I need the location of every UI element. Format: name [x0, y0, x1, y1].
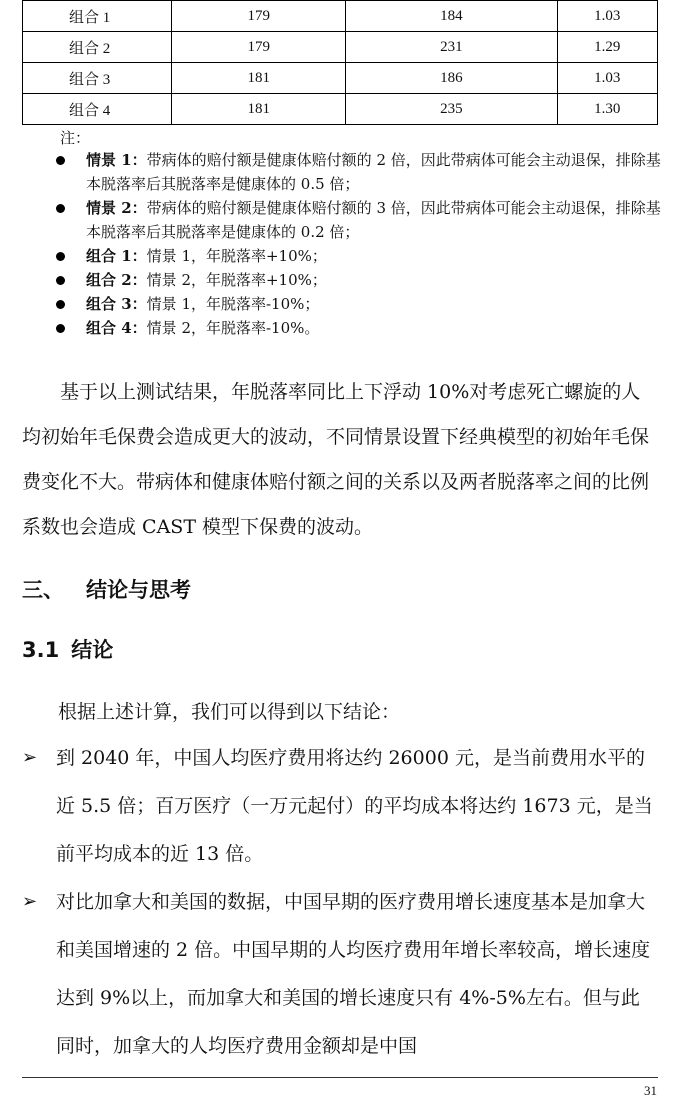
table-row: [23, 32, 658, 63]
notes-title: 注：: [60, 129, 91, 147]
conclusion-text: 对比加拿大和美国的数据，中国早期的医疗费用增长速度基本是加拿大和美国增速的 2 倍。中国早期的人均医疗费用年增长率较高，增长速度达到 9%以上，而加拿大和美国的增长速度只有 4%-5%左右。但与此同时，加拿大的人均医疗费用金额却是中国: [56, 891, 651, 1057]
note-label: 情景 1：: [86, 151, 147, 169]
note-item: [0, 244, 681, 268]
conclusion-item: [22, 878, 658, 1070]
table-cell: 1.03: [557, 63, 657, 94]
table-cell: 179: [172, 1, 346, 32]
notes-list: [0, 148, 681, 340]
subsection-heading: [22, 634, 113, 664]
page-number: 31: [644, 1083, 657, 1098]
subsection-number: 3.1: [22, 638, 60, 662]
table-cell: 181: [172, 94, 346, 125]
arrow-bullet-icon: ➢: [22, 891, 38, 912]
note-item: [0, 268, 681, 292]
table-cell: 组合 1: [23, 1, 172, 32]
note-text: 情景 1，年脱落率-10%；: [146, 295, 320, 313]
table-cell: 1.03: [557, 1, 657, 32]
table-cell: 组合 3: [23, 63, 172, 94]
table-cell: 181: [172, 63, 346, 94]
footer-divider: [22, 1077, 658, 1078]
table-cell: 1.30: [557, 94, 657, 125]
section-heading: [22, 574, 191, 604]
note-item: [0, 292, 681, 316]
note-label: 组合 4：: [86, 319, 147, 337]
table-cell: 1.29: [557, 32, 657, 63]
table-row: [23, 63, 658, 94]
table-cell: 组合 2: [23, 32, 172, 63]
note-item: [0, 316, 681, 340]
table-cell: 组合 4: [23, 94, 172, 125]
subsection-title: 结论: [71, 638, 114, 662]
table-row: [23, 1, 658, 32]
note-item: [0, 196, 681, 244]
note-text: 带病体的赔付额是健康体赔付额的 2 倍，因此带病体可能会主动退保，排除基本脱落率后其脱落率是健康体的 0.5 倍；: [86, 151, 661, 193]
bullet-dot-icon: [56, 204, 65, 213]
bullet-dot-icon: [56, 324, 65, 333]
note-label: 组合 3：: [86, 295, 147, 313]
table-cell: 179: [172, 32, 346, 63]
conclusion-text: 到 2040 年，中国人均医疗费用将达约 26000 元，是当前费用水平的近 5.5 倍；百万医疗（一万元起付）的平均成本将达约 1673 元，是当前平均成本的近 13 倍。: [56, 747, 653, 865]
table-cell: 184: [346, 1, 557, 32]
table-cell: 231: [346, 32, 557, 63]
note-item: [0, 148, 681, 196]
bullet-dot-icon: [56, 156, 65, 165]
arrow-bullet-icon: ➢: [22, 747, 38, 768]
note-label: 组合 1：: [86, 247, 147, 265]
table-row: [23, 94, 658, 125]
note-label: 组合 2：: [86, 271, 147, 289]
conclusion-item: [22, 734, 658, 878]
body-paragraph: 基于以上测试结果，年脱落率同比上下浮动 10%对考虑死亡螺旋的人均初始年毛保费会造成更大的波动，不同情景设置下经典模型的初始年毛保费变化不大。带病体和健康体赔付额之间的关系以及两者脱落率之间的比例系数也会造成 CAST 模型下保费的波动。: [22, 381, 650, 538]
note-text: 情景 1，年脱落率+10%；: [146, 247, 327, 265]
section-number: 三、: [22, 578, 64, 602]
note-text: 情景 2，年脱落率-10%。: [146, 319, 320, 337]
bullet-dot-icon: [56, 300, 65, 309]
results-table: [22, 0, 658, 125]
lead-sentence: 根据上述计算，我们可以得到以下结论：: [58, 701, 401, 723]
bullet-dot-icon: [56, 276, 65, 285]
note-text: 情景 2，年脱落率+10%；: [146, 271, 327, 289]
section-title: 结论与思考: [86, 578, 191, 602]
note-label: 情景 2：: [86, 199, 147, 217]
table-cell: 186: [346, 63, 557, 94]
bullet-dot-icon: [56, 252, 65, 261]
table-cell: 235: [346, 94, 557, 125]
note-text: 带病体的赔付额是健康体赔付额的 3 倍，因此带病体可能会主动退保，排除基本脱落率后其脱落率是健康体的 0.2 倍；: [86, 199, 661, 241]
